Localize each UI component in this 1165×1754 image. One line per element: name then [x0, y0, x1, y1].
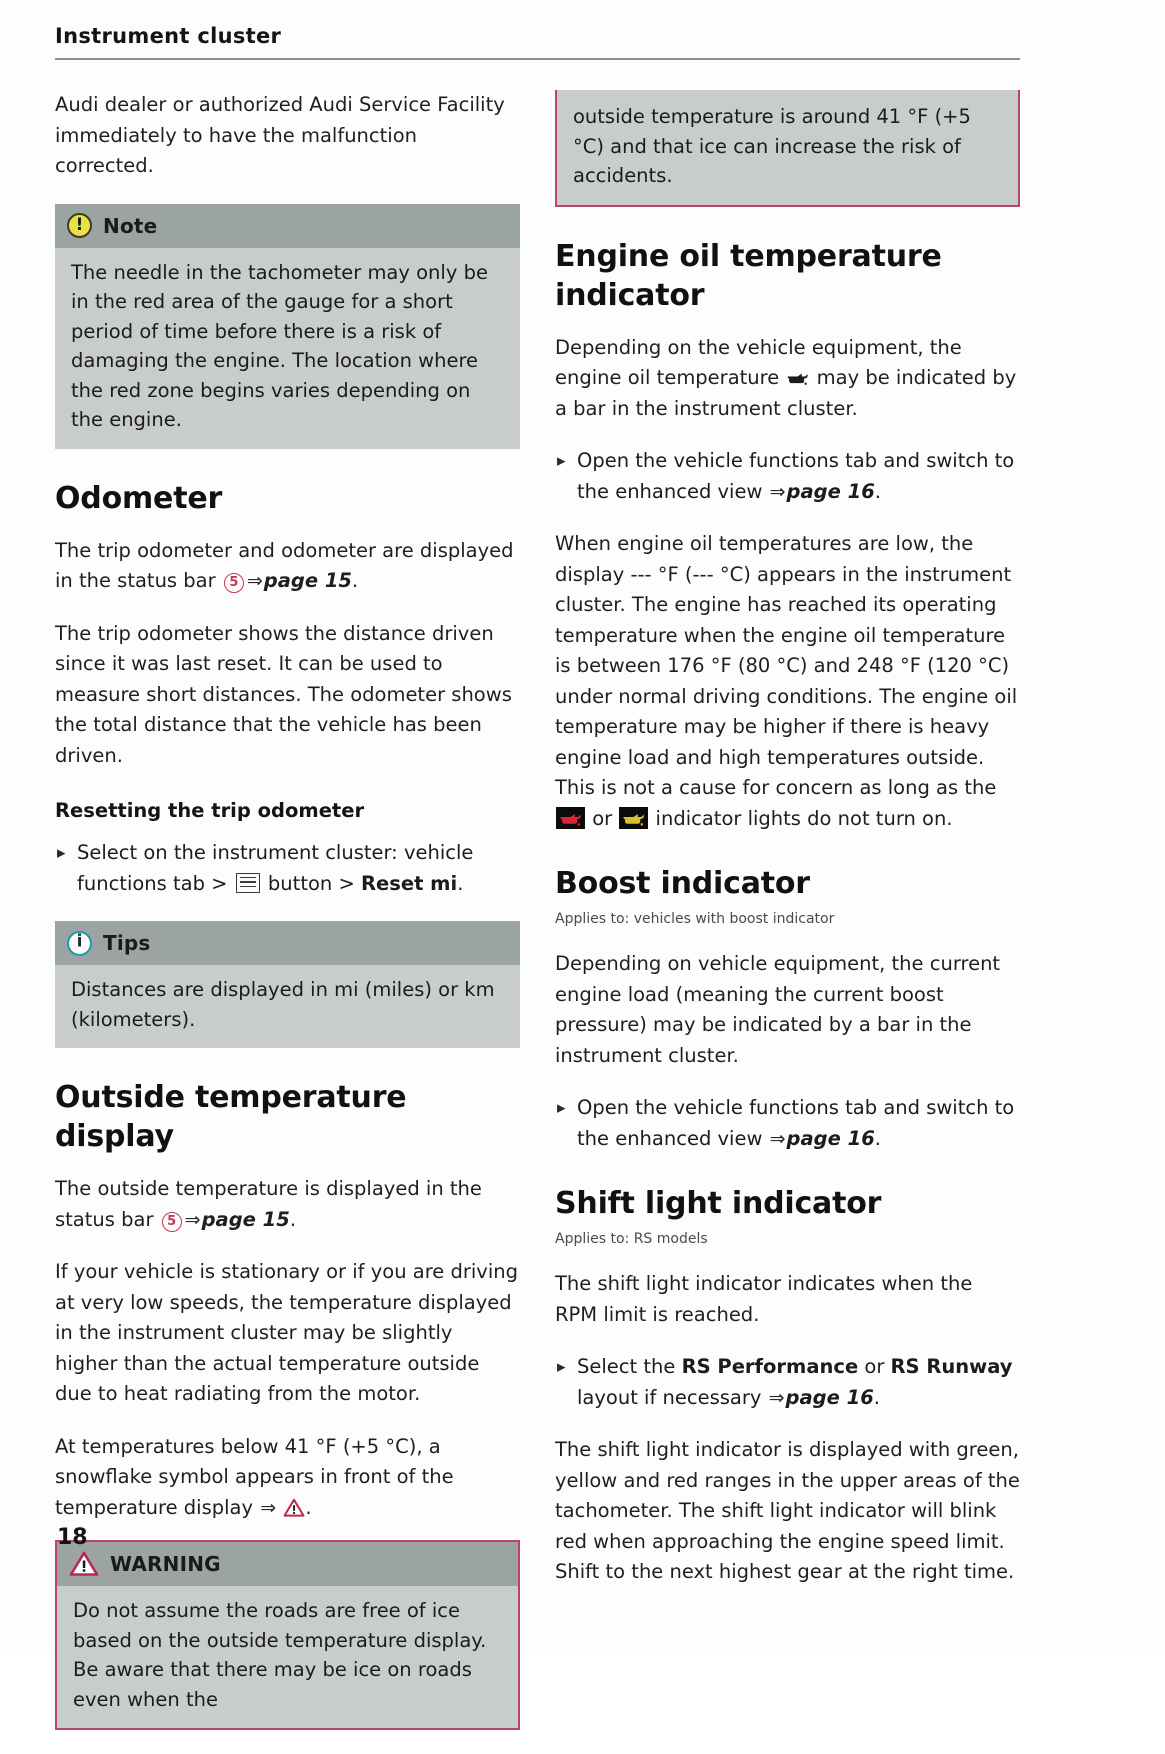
boost-step-text: Open the vehicle functions tab and switch to the enhanced view	[577, 1096, 1015, 1150]
warning-triangle-icon	[283, 1498, 305, 1517]
exclamation-circle-icon	[67, 213, 92, 238]
shift-step-text-2: layout if necessary	[577, 1385, 768, 1409]
intro-paragraph: Audi dealer or authorized Audi Service Facility immediately to have the malfunction corrected.	[55, 93, 505, 177]
tips-callout-body	[55, 965, 520, 1048]
engine-oil-steps	[555, 446, 1020, 507]
oil-can-icon	[785, 369, 810, 386]
heading-engine-oil-temperature-indicator: Engine oil temperature indicator	[555, 238, 942, 313]
boost-step-end: .	[874, 1126, 881, 1150]
boost-indicator-paragraph-1: Depending on vehicle equipment, the current engine load (meaning the current boost pressure) may be indicated by a bar in the instrument cluster.	[555, 952, 1001, 1067]
warning-callout-text: Do not assume the roads are free of ice based on the outside temperature display. Be aware that there may be ice on roads even when the	[73, 1599, 487, 1711]
shift-light-paragraph-2: The shift light indicator is displayed with green, yellow and red ranges in the upper areas of the tachometer. The shift light indicator will blink red when approaching the engine speed limit. Shift to the next highest gear at the right time.	[555, 1438, 1020, 1583]
engine-oil-paragraph-2	[555, 529, 1020, 834]
warning-continuation-box	[555, 90, 1020, 207]
reset-mi-label: Reset mi	[361, 871, 458, 895]
boost-indicator-applies-to: Applies to: vehicles with boost indicator	[555, 911, 835, 927]
odometer-page-reference: page 15	[263, 569, 352, 592]
engine-oil-paragraph-1	[555, 333, 1020, 425]
list-item	[555, 1352, 1020, 1413]
oil-temperature-red-indicator-icon	[556, 807, 585, 829]
rs-runway-label: RS Runway	[890, 1355, 1013, 1378]
tips-callout-label: Tips	[103, 931, 151, 955]
reset-step-text-3: .	[457, 871, 464, 895]
note-callout-body	[55, 248, 520, 449]
odometer-paragraph-2: The trip odometer shows the distance driven since it was last reset. It can be used to measure short distances. The odometer shows the total distance that the vehicle has been driven.	[55, 621, 512, 767]
warning-triangle-icon	[69, 1551, 99, 1577]
outside-temp-para3-end: .	[305, 1495, 312, 1519]
shift-light-paragraph-1: The shift light indicator indicates when the RPM limit is reached.	[555, 1272, 973, 1326]
odometer-paragraph-1	[55, 536, 520, 597]
rs-performance-label: RS Performance	[681, 1355, 859, 1378]
boost-indicator-steps	[555, 1093, 1020, 1154]
heading-odometer: Odometer	[55, 480, 223, 516]
tips-callout-text: Distances are displayed in mi (miles) or km (kilometers).	[71, 978, 495, 1031]
page-reference-arrow-icon: ⇒	[260, 1496, 277, 1519]
outside-temp-para1-end: .	[289, 1207, 297, 1231]
note-callout-text: The needle in the tachometer may only be in the red area of the gauge for a short period of time before there is a risk of damaging the engine. The location where the red zone begins varies depending on the engine.	[71, 260, 488, 431]
warning-continuation-text: outside temperature is around 41 °F (+5 °C) and that ice can increase the risk of accidents.	[573, 105, 971, 187]
tips-callout-header	[55, 921, 520, 965]
engine-oil-para2-mid: or	[586, 806, 619, 830]
page-reference-arrow-icon: ⇒	[769, 480, 786, 503]
heading-shift-light-indicator: Shift light indicator	[555, 1186, 882, 1221]
shift-step-end: .	[873, 1385, 880, 1409]
odometer-para1-text: The trip odometer and odometer are displayed in the status bar	[55, 538, 514, 592]
page-reference-arrow-icon: ⇒	[768, 1386, 785, 1409]
outside-temp-para1-text: The outside temperature is displayed in the status bar	[55, 1177, 482, 1231]
reset-step-text-2: button >	[261, 871, 361, 895]
header-divider	[55, 58, 1020, 60]
odometer-reset-steps	[55, 838, 520, 899]
outside-temp-paragraph-2: If your vehicle is stationary or if you are driving at very low speeds, the temperature displayed in the instrument cluster may be slightly higher than the actual temperature outside due to heat radiating from the motor.	[55, 1260, 518, 1405]
list-item	[555, 446, 1020, 507]
warning-continuation-body	[557, 90, 1018, 205]
engine-oil-para2-text-1: When engine oil temperatures are low, the display --- °F (--- °C) appears in the instrument cluster. The engine has reached its operating temperature when the engine oil temperature is between 176 °F (80 °C) and 248 °F (120 °C) under normal driving conditions. The engine oil temperature may be higher if there is heavy engine load and high temperatures outside. This is not a cause for concern as long as the	[555, 532, 1018, 799]
subheading-resetting-trip-odometer: Resetting the trip odometer	[55, 799, 365, 822]
info-circle-icon	[67, 931, 92, 956]
engine-oil-page-reference: page 16	[786, 479, 875, 503]
running-head	[55, 24, 1020, 60]
boost-page-reference: page 16	[786, 1126, 875, 1150]
warning-callout-body	[57, 1586, 518, 1728]
note-callout	[55, 204, 520, 449]
outside-temp-para3-text: At temperatures below 41 °F (+5 °C), a snowflake symbol appears in front of the temperature display	[55, 1434, 454, 1519]
warning-callout	[55, 1540, 520, 1730]
engine-oil-para1-text: Depending on the vehicle equipment, the engine oil temperature	[555, 335, 962, 389]
shift-light-steps	[555, 1352, 1020, 1413]
page-reference-arrow-icon: ⇒	[184, 1208, 201, 1231]
tips-callout	[55, 921, 520, 1048]
reset-step-text-1: Select on the instrument cluster: vehicle functions tab >	[77, 841, 474, 895]
shift-step-text-1: Select the	[577, 1355, 682, 1378]
list-menu-button-icon	[236, 873, 260, 893]
page-title: Instrument cluster	[55, 24, 282, 48]
warning-callout-label: WARNING	[110, 1552, 221, 1576]
heading-boost-indicator: Boost indicator	[555, 866, 810, 901]
engine-oil-step-text: Open the vehicle functions tab and switch to the enhanced view	[577, 449, 1015, 503]
heading-outside-temperature-display: Outside temperature display	[55, 1080, 407, 1154]
outside-temp-paragraph-3	[55, 1432, 520, 1524]
outside-temp-paragraph-1	[55, 1174, 520, 1235]
note-callout-label: Note	[103, 213, 158, 238]
outside-temp-page-reference: page 15	[201, 1207, 290, 1231]
page-reference-arrow-icon: ⇒	[769, 1127, 786, 1150]
status-bar-reference-marker: 5	[224, 573, 244, 593]
list-item	[55, 838, 520, 899]
engine-oil-para2-text-2: indicator lights do not turn on.	[649, 806, 953, 830]
list-item	[555, 1093, 1020, 1154]
status-bar-reference-marker: 5	[162, 1212, 182, 1232]
warning-callout-header	[57, 1542, 518, 1586]
right-column	[555, 90, 1020, 1610]
engine-oil-step-end: .	[874, 479, 881, 503]
note-callout-header	[55, 204, 520, 248]
engine-oil-para1-end: may be indicated by a bar in the instrument cluster.	[555, 366, 1017, 420]
shift-light-applies-to: Applies to: RS models	[555, 1231, 708, 1247]
odometer-para1-end: .	[352, 569, 359, 592]
oil-temperature-yellow-indicator-icon	[619, 807, 648, 829]
shift-light-page-reference: page 16	[785, 1385, 874, 1409]
page-reference-arrow-icon: ⇒	[246, 570, 263, 592]
page-number: 18	[57, 1525, 88, 1550]
left-column	[55, 90, 520, 1754]
shift-step-mid: or	[858, 1355, 891, 1378]
